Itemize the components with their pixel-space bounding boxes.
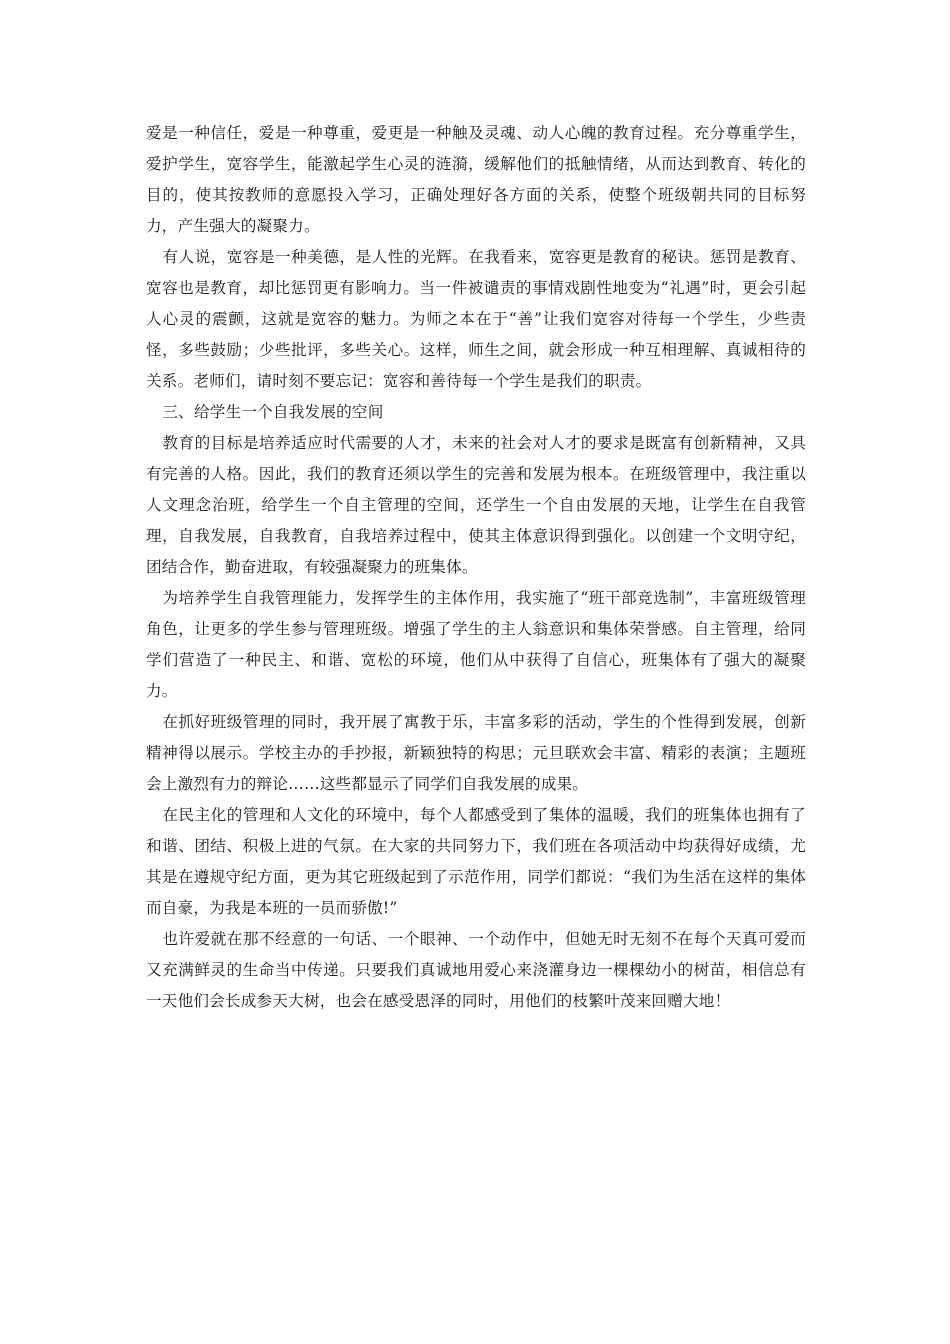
paragraph-tolerance: 有人说，宽容是一种美德，是人性的光辉。在我看来，宽容更是教育的秘诀。惩罚是教育、宽容也是教育，却比惩罚更有影响力。当一件被谴责的事情戏剧性地变为“礼遇”时，更会引起人心灵的震颤，这就是宽容的魅力。为师之本在于“善”让我们宽容对待每一个学生，少些责怪，多些鼓励；少些批评，多些关心。这样，师生之间，就会形成一种互相理解、真诚相待的关系。老师们，请时刻不要忘记：宽容和善待每一个学生是我们的职责。 [146,248,806,390]
paragraph-conclusion: 也许爱就在那不经意的一句话、一个眼神、一个动作中，但她无时无刻不在每个天真可爱而又充满鲜灵的生命当中传递。只要我们真诚地用爱心来浇灌身边一棵棵幼小的树苗，相信总有一天他们会长成参天大树，也会在感受恩泽的同时，用他们的枝繁叶茂来回赠大地！ [146,930,806,1010]
paragraph-democratic-management: 在民主化的管理和人文化的环境中，每个人都感受到了集体的温暖，我们的班集体也拥有了和谐、团结、积极上进的气氛。在大家的共同努力下，我们班在各项活动中均获得好成绩，尤其是在遵规守纪方面，更为其它班级起到了示范作用，同学们都说：“我们为生活在这样的集体而自豪，为我是本班的一员而骄傲!” [146,806,806,917]
paragraph-love-education: 爱是一种信任，爱是一种尊重，爱更是一种触及灵魂、动人心魄的教育过程。充分尊重学生，爱护学生，宽容学生，能激起学生心灵的涟漪，缓解他们的抵触情绪，从而达到教育、转化的目的，使其按教师的意愿投入学习，正确处理好各方面的关系，使整个班级朝共同的目标努力，产生强大的凝聚力。 [146,124,806,235]
paragraph-education-goal: 教育的目标是培养适应时代需要的人才，未来的社会对人才的要求是既富有创新精神，又具有完善的人格。因此，我们的教育还须以学生的完善和发展为根本。在班级管理中，我注重以人文理念治班，给学生一个自主管理的空间，还学生一个自由发展的天地，让学生在自我管理，自我发展，自我教育，自我培养过程中，使其主体意识得到强化。以创建一个文明守纪，团结合作，勤奋进取，有较强凝聚力的班集体。 [146,434,806,576]
paragraph-activities: 在抓好班级管理的同时，我开展了寓教于乐，丰富多彩的活动，学生的个性得到发展，创新精神得以展示。学校主办的手抄报，新颖独特的构思；元旦联欢会丰富、精彩的表演；主题班会上激烈有力的辩论……这些都显示了同学们自我发展的成果。 [146,713,806,793]
section-heading-self-development: 三、给学生一个自我发展的空间 [162,403,384,421]
document-page [146,118,806,1017]
paragraph-self-management: 为培养学生自我管理能力，发挥学生的主体作用，我实施了“班干部竞选制”，丰富班级管理角色，让更多的学生参与管理班级。增强了学生的主人翁意识和集体荣誉感。自主管理，给同学们营造了一种民主、和谐、宽松的环境，他们从中获得了自信心，班集体有了强大的凝聚力。 [146,589,806,700]
